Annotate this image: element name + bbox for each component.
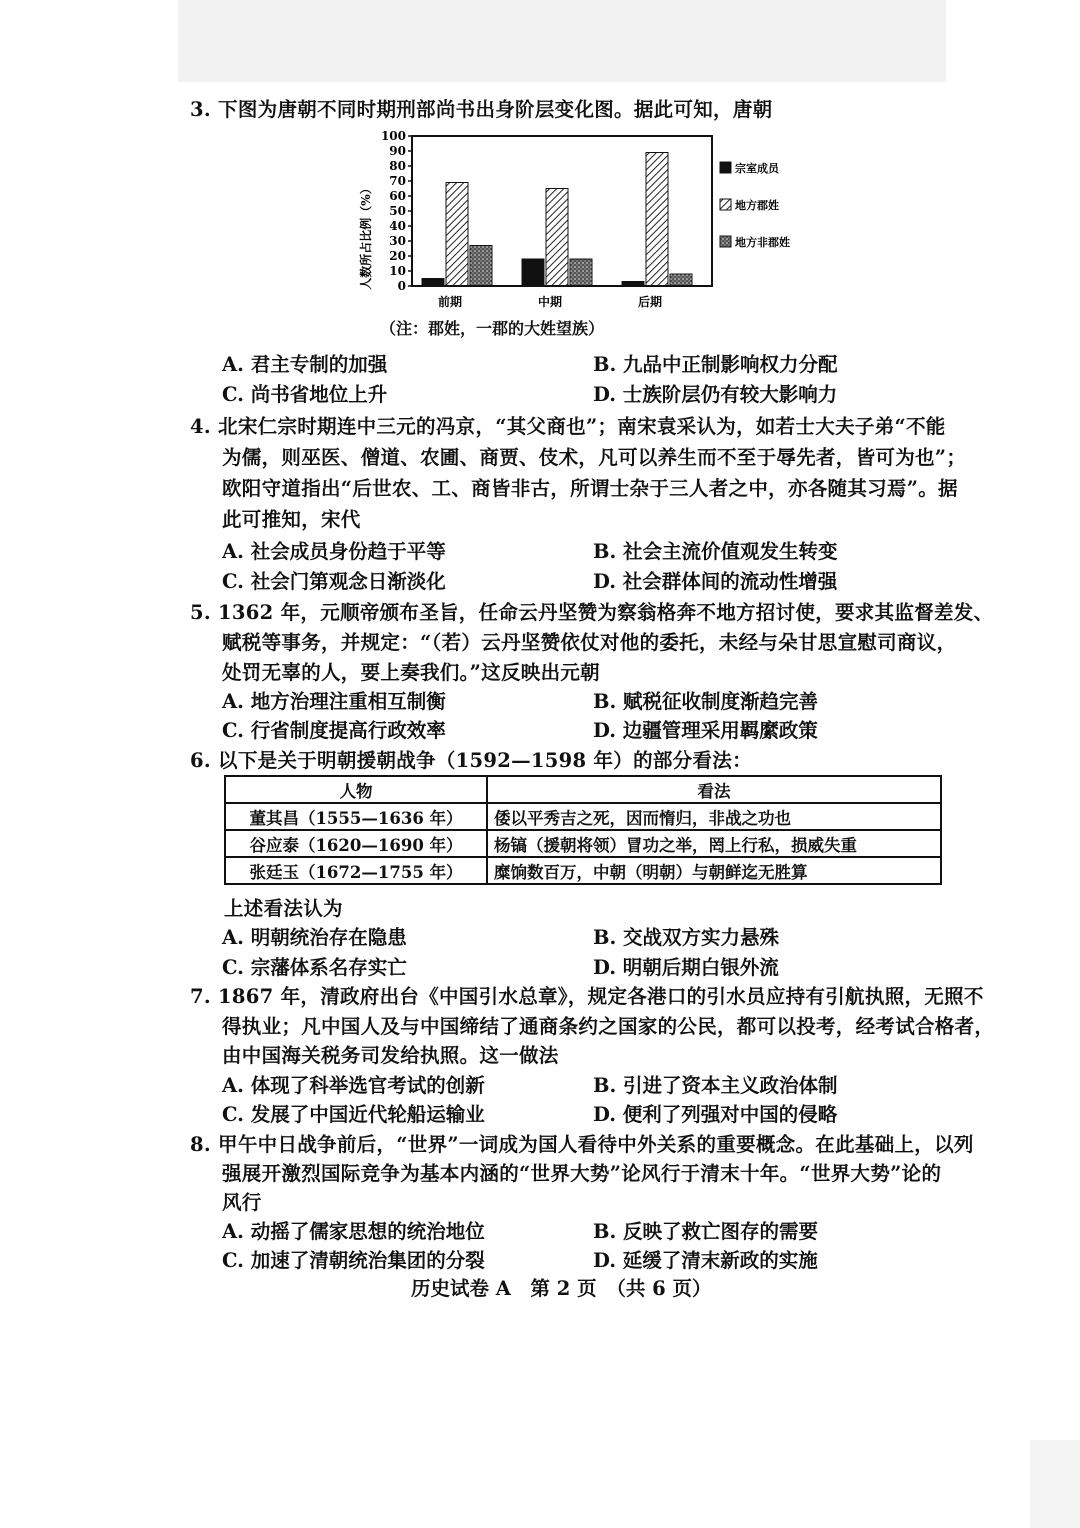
chart-bar [422,279,444,287]
chart-ytick-label: 70 [389,174,406,188]
table-cell-view: 杨镐（援朝将领）冒功之举，罔上行私，损威失重 [487,830,941,857]
chart-bar [522,259,544,286]
page-footer: 历史试卷 A 第 2 页 （共 6 页） [411,1277,712,1300]
chart-yticks [381,129,412,293]
q4-line-4: 此可推知，宋代 [222,508,361,531]
table-cell-person: 谷应泰（1620—1690 年） [225,830,487,857]
q4-line-3: 欧阳守道指出“后世农、工、商皆非古，所谓士杂于三人者之中，亦各随其习焉”。据 [222,477,958,500]
chart-legend-label: 地方非郡姓 [735,236,790,249]
q4-option-d[interactable]: D. 社会群体间的流动性增强 [593,570,838,593]
q6-follow: 上述看法认为 [224,897,343,920]
chart-bar [546,189,568,287]
table-row [225,830,941,857]
chart-ytick-label: 50 [389,204,406,218]
q7-line-2: 得执业；凡中国人及与中国缔结了通商条约之国家的公民，都可以投考，经考试合格者， [222,1015,995,1038]
q7-option-d[interactable]: D. 便利了列强对中国的侵略 [593,1103,838,1126]
scan-top-shade [178,0,946,82]
q4-line-1: 4. 北宋仁宗时期连中三元的冯京，“其父商也”；南宋袁采认为，如若士大夫子弟“不能 [190,415,946,438]
chart-bar [570,259,592,286]
table-header-row [225,776,941,803]
q7-option-a[interactable]: A. 体现了科举选官考试的创新 [222,1074,485,1097]
chart-xtick-label: 前期 [437,295,463,309]
table-cell-person: 董其昌（1555—1636 年） [225,803,487,830]
chart-ytick-label: 10 [389,264,406,278]
chart-ytick-label: 100 [380,129,406,143]
table-cell-person: 张廷玉（1672—1755 年） [225,857,487,884]
chart-bar [646,153,668,287]
q6-option-b[interactable]: B. 交战双方实力悬殊 [593,926,780,949]
table-header-view: 看法 [487,776,941,803]
q6-views-table [224,775,942,885]
q7-line-3: 由中国海关税务司发给执照。这一做法 [222,1044,559,1067]
q5-line-3: 处罚无辜的人，要上奏我们。”这反映出元朝 [222,661,600,684]
chart-xtick-label: 中期 [537,295,563,309]
q4-option-c[interactable]: C. 社会门第观念日渐淡化 [222,570,446,593]
chart-xlabels [438,294,662,309]
q8-line-1: 8. 甲午中日战争前后，“世界”一词成为国人看待中外关系的重要概念。在此基础上，以列 [190,1133,974,1156]
q6-stem: 6. 以下是关于明朝援朝战争（1592—1598 年）的部分看法： [190,749,752,772]
q4-option-a[interactable]: A. 社会成员身份趋于平等 [222,540,446,563]
q3-option-c[interactable]: C. 尚书省地位上升 [222,383,388,406]
q8-line-2: 强展开激烈国际竞争为基本内涵的“世界大势”论风行于清末十年。“世界大势”论的 [222,1162,942,1185]
chart-legend-label: 宗室成员 [735,162,779,175]
chart-legend [720,161,790,249]
chart-bars [422,153,692,287]
q8-option-d[interactable]: D. 延缓了清末新政的实施 [593,1249,818,1272]
q4-option-b[interactable]: B. 社会主流价值观发生转变 [593,540,838,563]
q7-option-b[interactable]: B. 引进了资本主义政治体制 [593,1074,838,1097]
table-cell-view: 倭以平秀吉之死，因而惰归，非战之功也 [487,803,941,830]
q7-line-1: 7. 1867 年，清政府出台《中国引水总章》，规定各港口的引水员应持有引航执照，无照不 [190,985,984,1008]
q5-option-d[interactable]: D. 边疆管理采用羁縻政策 [593,719,818,742]
q6-option-a[interactable]: A. 明朝统治存在隐患 [222,926,407,949]
q3-option-d[interactable]: D. 士族阶层仍有较大影响力 [593,383,838,406]
q8-line-3: 风行 [222,1191,262,1214]
q7-option-c[interactable]: C. 发展了中国近代轮船运输业 [222,1103,485,1126]
chart-bar [446,183,468,287]
q4-line-2: 为儒，则巫医、僧道、农圃、商贾、伎术，凡可以养生而不至于辱先者，皆可为也”； [222,446,967,469]
chart-legend-label: 地方郡姓 [735,199,779,212]
table-row [225,803,941,830]
chart-ytick-label: 20 [389,249,406,263]
q5-option-c[interactable]: C. 行省制度提高行政效率 [222,719,446,742]
q6-option-d[interactable]: D. 明朝后期白银外流 [593,956,779,979]
q6-option-c[interactable]: C. 宗藩体系名存实亡 [222,956,407,979]
chart-xtick-label: 后期 [637,295,663,309]
chart-ytick-label: 30 [389,234,406,248]
q5-option-b[interactable]: B. 赋税征收制度渐趋完善 [593,690,819,713]
chart-ylabel: 人数所占比例（%） [359,182,373,290]
chart-ytick-label: 60 [389,189,406,203]
q3-option-a[interactable]: A. 君主专制的加强 [222,353,388,376]
chart-ytick-label: 0 [397,279,406,293]
chart-legend-swatch [720,199,731,210]
q3-bar-chart [350,126,830,321]
q5-option-a[interactable]: A. 地方治理注重相互制衡 [222,690,446,713]
q3-note: （注：郡姓，一郡的大姓望族） [380,319,605,338]
q3-option-b[interactable]: B. 九品中正制影响权力分配 [593,353,838,376]
table-cell-view: 糜饷数百万，中朝（明朝）与朝鲜迄无胜算 [487,857,941,884]
chart-legend-swatch [720,236,731,247]
chart-ytick-label: 90 [389,144,406,158]
q5-line-2: 赋税等事务，并规定：“（若）云丹坚赞依仗对他的委托，未经与朵甘思宣慰司商议， [222,631,957,654]
chart-svg [350,126,830,321]
chart-ytick-label: 80 [389,159,406,173]
chart-legend-swatch [720,162,731,173]
table-header-person: 人物 [225,776,487,803]
chart-bar [670,274,692,286]
table-row [225,857,941,884]
q3-stem: 3. 下图为唐朝不同时期刑部尚书出身阶层变化图。据此可知，唐朝 [190,98,773,121]
chart-ytick-label: 40 [389,219,406,233]
q8-option-c[interactable]: C. 加速了清朝统治集团的分裂 [222,1249,485,1272]
chart-bar [470,246,492,287]
q5-line-1: 5. 1362 年，元顺帝颁布圣旨，任命云丹坚赞为察翁格奔不地方招讨使，要求其监督差发、 [190,601,994,624]
q8-option-b[interactable]: B. 反映了救亡图存的需要 [593,1220,819,1243]
q8-option-a[interactable]: A. 动摇了儒家思想的统治地位 [222,1220,485,1243]
scan-edge-shade [1030,1440,1080,1528]
